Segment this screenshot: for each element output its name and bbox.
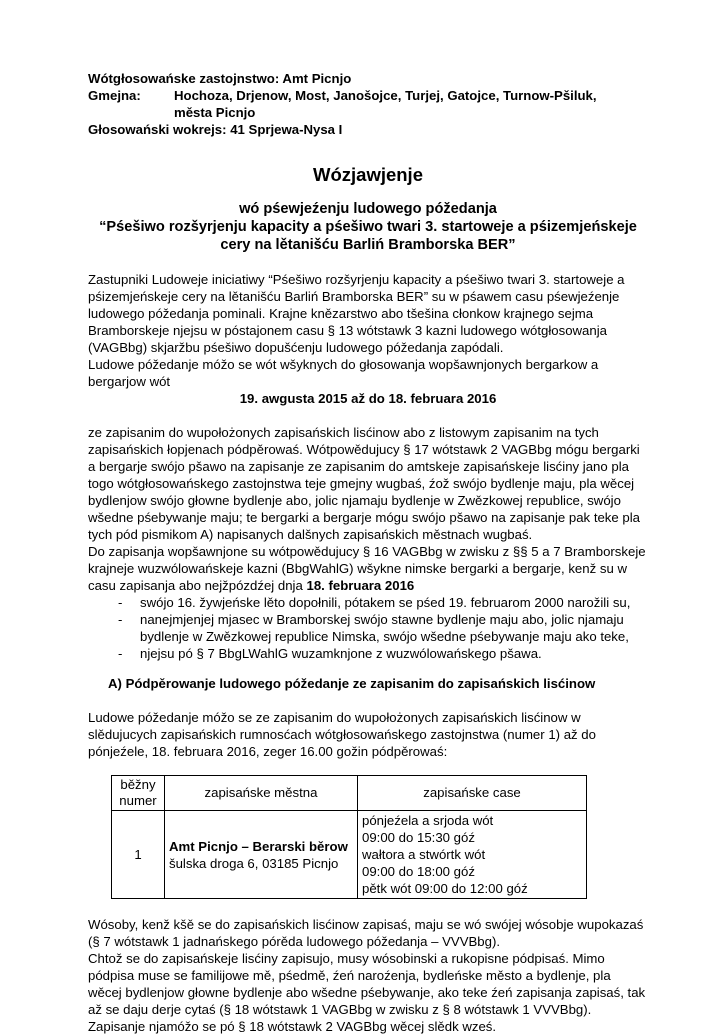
place-name: Amt Picnjo – Berarski běrow — [169, 838, 348, 854]
column-header-number — [112, 776, 165, 811]
district-line — [88, 70, 648, 87]
hours-line: 09:00 do 18:00 góź — [362, 864, 475, 879]
page-title: Wózjawjenje — [313, 164, 423, 185]
collection-period: 19. awgusta 2015 až do 18. februara 2016 — [239, 391, 497, 406]
conditions-list — [88, 594, 648, 662]
section-a-heading: A) Pódpěrowanje ludowego póžedanje ze zapisanim do zapisańskich lisćinow — [108, 676, 596, 691]
place-address: šulska droga 6, 03185 Picnjo — [169, 855, 339, 871]
body-paragraph-4 — [88, 543, 648, 594]
closing-block — [88, 916, 648, 1035]
municipality-line-2: města Picnjo — [174, 105, 256, 120]
hours-line: pónjeźela a srjoda wót — [362, 813, 494, 828]
municipality-value — [174, 87, 597, 121]
table-row — [112, 811, 587, 899]
column-header-number-line-1: běžny — [120, 777, 156, 792]
row-number: 1 — [112, 811, 165, 899]
subtitle-line-1: wó pśewjeźenju ludowego póžedanja — [239, 201, 497, 217]
row-place — [165, 811, 358, 899]
column-header-place: zapisańske městna — [165, 776, 358, 811]
registration-places-table — [111, 775, 587, 899]
intro-paragraph-1: Zastupniki Ludoweje iniciatiwy “Pśešiwo rozšyrjenju kapacity a pśešiwo twari 3. startoweje a pśizemjeńskeje cery na lětanišću Barliń Bramborska BER” su w pśawem casu pśewjeźenje ludowego póžedanja pominali. Krajne knězarstwo abo tšešina cłonkow krajnego sejma Bramborskeje njejsu w póstajonem casu § 13 wótstawk 3 kazni ludowego wótgłosowanja (VAGBbg) skjaržbu pśešiwo dopušćenju ludowego póžedanja zapódali. — [88, 272, 625, 355]
constituency-value: 41 Sprjewa-Nysa I — [230, 122, 343, 137]
hours-line: 09:00 do 15:30 góź — [362, 830, 475, 845]
subtitle — [88, 200, 648, 254]
column-header-number-line-2: numer — [119, 793, 157, 808]
body-paragraph-3: ze zapisanim do wupołożonych zapisańskich lisćinow abo z listowym zapisanim na tych zapisańskich łopjenach pódpěrowaś. Wótpowědujucy § 17 wótstawk 2 VAGBbg mógu bergarki a bergarje swójo pšawo na zapisanje ze zapisanim do amtskeje zapisańskeje lisćiny jano pla togo wótgłosowańskego zastojnstwa teje gmejny wugbaś, źož swójo bydlenje maju, pla wěcej bydlenjow swójo głowne bydlenje abo, jolic njamaju bydlenje w Zwězkowej republice, swójo wšedne pśebywanje maju; te bergarki a bergarje mógu swójo pšawo na zapisanje pak teke pla tych pód pismikom A) napisanych dalšnych zapisańskich městnach wugbaś. — [88, 425, 641, 542]
eligibility-text: Do zapisanja wopšawnjone su wótpowědujucy § 16 VAGBbg w zwisku z §§ 5 a 7 Bramborskeje krajneje wuzwólowańskeje kazni (BbgWahlG) wšykne nimske bergarki a bergarje, kenž su w casu zapisanja abo nejžpózdźej dnja — [88, 544, 646, 593]
row-hours — [358, 811, 587, 899]
subtitle-line-2: “Pśešiwo rozšyrjenju kapacity a pśešiwo twari 3. startoweje a pśizemjeńskeje — [99, 219, 637, 235]
header-block — [88, 70, 648, 138]
municipality-line-1: Hochoza, Drjenow, Most, Janošojce, Turjej, Gatojce, Turnow-Pšiluk, — [174, 88, 597, 103]
document-page — [88, 70, 648, 1035]
list-item: - njejsu pó § 7 BbgLWahlG wuzamknjone z wuzwólowańskego pšawa. — [126, 645, 648, 662]
municipality-label: Gmejna: — [88, 88, 141, 103]
closing-paragraph-6: Chtož se do zapisańskeje lisćiny zapisujo, musy wósobinski a rukopisne pódpisaś. Mimo pódpisa muse se familijowe mě, pśedmě, źeń naroźenja, bydleńske město a bydlenje, pla wěcej bydlenjow głowne bydlenje abo wšedne pśebywanje, ako teke źeń zapisanja zapisaś, tak až se daju derje cytaś (§ 18 wótstawk 1 VAGBbg w zwisku z § 8 wótstawk 1 VVVBbg). Zapisanje njamóžo se pó § 18 wótstawk 2 VAGBbg wěcej slědk wześ. — [88, 951, 646, 1034]
table-header-row — [112, 776, 587, 811]
list-item: - swójo 16. žywjeńske lěto dopołnili, pótakem se pśed 19. februarom 2000 narožili su, — [126, 594, 648, 611]
closing-paragraph-5: Wósoby, kenž kšě se do zapisańskich lisćinow zapisaś, maju se wó swójej wósobje wupokazaś (§ 7 wótstawk 1 jadnańskego pórěda ludowego póžedanja – VVVBbg). — [88, 917, 644, 949]
subtitle-line-3: cery na lětanišću Barliń Bramborska BER” — [220, 237, 516, 253]
constituency-line — [88, 121, 648, 138]
section-a-text: Ludowe póžedanje móžo se ze zapisanim do wupołożonych zapisańskich lisćinow w slědujucych zapisańskich rumnosćach wótgłosowańskego zastojnstwa (numer 1) až do pónjeźele, 18. februara 2016, zeger 16.00 gožin pódpěrowaś: — [88, 710, 596, 759]
hours-line: pětk wót 09:00 do 12:00 góź — [362, 881, 528, 896]
eligibility-date: 18. februara 2016 — [306, 578, 415, 593]
intro-paragraph-2: Ludowe póžedanje móžo se wót wšyknych do głosowanja wopšawnjonych bergarkow a bergarjow wót — [88, 357, 599, 389]
column-header-hours: zapisańske case — [358, 776, 587, 811]
constituency-label: Głosowański wokrejs: — [88, 122, 227, 137]
intro-block — [88, 271, 648, 407]
municipality-line — [88, 87, 648, 121]
body-block — [88, 424, 648, 662]
hours-line: wałtora a stwórtk wót — [362, 847, 486, 862]
list-item: - nanejmjenjej mjasec w Bramborskej swójo stawne bydlenje maju abo, jolic njamaju bydlenje w Zwězkowej republice Nimska, swójo wšedne pśebywanje maju ako teke, — [126, 611, 648, 645]
district-label: Wótgłosowańske zastojnstwo: — [88, 71, 280, 86]
district-value: Amt Picnjo — [282, 71, 352, 86]
